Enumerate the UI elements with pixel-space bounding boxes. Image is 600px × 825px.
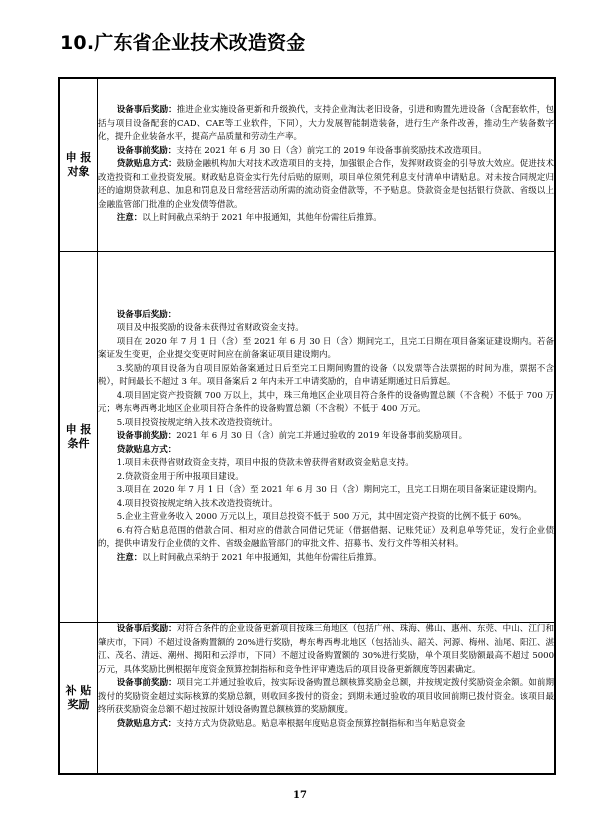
paragraph-text: 对符合条件的企业设备更新项目按珠三角地区（包括广州、珠海、佛山、惠州、东莞、中山、江门和肇庆市，下同）不超过设备购置额的 20%进行奖励，粤东粤西粤北地区（包括汕头、韶关、河源、梅州、汕尾、阳江、湛江、茂名、清远、潮州、揭阳和云浮市，下同）不超过设备购置额的 30%进行奖励，单个项目奖励额最高不超过 5000 万元，具体奖励比例根据年度资金预算控制指标和竞争性评审遴选后的项目设备更新额度等因素确定。 — [98, 624, 554, 675]
section-heading: 贷款贴息方式： — [116, 159, 177, 170]
section-heading-text: 设备事后奖励： — [116, 309, 177, 320]
note-text: 以上时间截点采纳于 2021 年申报通知，其他年份需往后推算。 — [142, 213, 382, 224]
row-label-line: 申 报 — [65, 151, 92, 164]
subsidy-content — [98, 623, 556, 775]
condition-item: 5.企业主营业务收入 2000 万元以上，项目总投资不低于 500 万元，其中固定资产投资的比例不低于 60%。 — [116, 512, 527, 523]
section-heading — [98, 309, 554, 323]
paragraph — [98, 430, 554, 444]
condition-item: 3.奖励的项目设备为自项目原始备案通过日后至完工日期间购置的设备（以发票等合法票据的时间为准，票据不含税），时间最长不超过 3 年。项目备案后 2 年内未开工申请奖励的，自申请延期通过日后算起。 — [98, 363, 554, 388]
row-label-apply-object — [59, 78, 98, 252]
row-subsidy — [59, 623, 555, 775]
condition-item: 3.项目在 2020 年 7 月 1 日（含）至 2021 年 6 月 30 日（含）期间完工，且完工日期在项目备案证建设期内。 — [116, 485, 543, 496]
section-heading: 设备事前奖励： — [116, 678, 177, 688]
fund-info-table — [58, 77, 556, 775]
paragraph-text: 2021 年 6 月 30 日（含）前完工并通过验收的 2019 年设备事前奖励项目。 — [176, 431, 468, 442]
paragraph-text: 推进企业实施设备更新和升级换代，支持企业淘汰老旧设备，引进和购置先进设备（含配套软件，包括与项目设备配套的CAD、CAE等工业软件，下同），大力发展智能制造装备，进行生产条件改善，推动生产装备数字化，提升企业装备水平，提高产品质量和劳动生产率。 — [98, 105, 554, 143]
condition-item: 2.贷款资金用于所申报项目建设。 — [116, 471, 244, 482]
row-label-line: 补 贴 — [65, 684, 92, 697]
section-heading: 设备事后奖励： — [116, 624, 177, 634]
row-label-subsidy — [59, 623, 98, 775]
page-number: 17 — [293, 790, 307, 801]
condition-item: 4.项目固定资产投资额 700 万以上，其中，珠三角地区企业项目符合条件的设备购置总额（不含税）不低于 700 万元；粤东粤西粤北地区企业项目符合条件的设备购置总额（不含税）不低于 400 万元。 — [98, 390, 554, 415]
note-heading: 注意： — [116, 213, 143, 224]
condition-item: 5.项目投资按规定纳入技术改造投资统计。 — [116, 417, 278, 428]
condition-item: 项目及申报奖励的设备未获得过省财政资金支持。 — [116, 323, 304, 334]
row-apply-object — [59, 78, 555, 252]
paragraph-text: 项目完工并通过验收后，按实际设备购置总额核算奖励金总额，并按规定拨付奖励资金余额。如前期拨付的奖励资金超过实际核算的奖励总额，则收回多拨付的资金；到期未通过验收的项目收回前期已拨付资金。该项目最终所获奖励资金总额不超过按原计划设备购置总额核算的奖励额度。 — [98, 678, 554, 715]
row-label-line: 对象 — [67, 165, 90, 178]
row-label-line: 奖励 — [67, 698, 90, 711]
paragraph — [98, 104, 554, 145]
paragraph — [98, 718, 554, 732]
note-heading: 注意： — [116, 552, 143, 563]
note-text: 以上时间截点采纳于 2021 年申报通知，其他年份需往后推算。 — [142, 552, 382, 563]
paragraph-text: 鼓励金融机构加大对技术改造项目的支持，加强银企合作，发挥财政资金的引导放大效应。促进技术改造投资和工业投资发展。财政贴息资金实行先付后贴的原则，项目单位须凭利息支付清单申请贴息。对未按合同规定归还的逾期贷款利息、加息和罚息及日常经营活动所需的流动资金借款等，不予贴息。贷款资金是包括银行贷款、省级以上金融监管部门批准的企业发债等借款。 — [98, 159, 554, 210]
condition-item: 6.有符合贴息范围的借款合同、相对应的借款合同借记凭证（借据借据、记账凭证）及利息单等凭证，发行企业债的，提供申请发行企业债的文件、省级金融监管部门的审批文件、招募书、发行文件等相关材料。 — [98, 525, 554, 550]
condition-item: 项目在 2020 年 7 月 1 日（含）至 2021 年 6 月 30 日（含）期间完工，且完工日期在项目备案证建设期内。若备案证发生变更，企业提交变更时间应在前备案证项目建设期内。 — [98, 336, 554, 361]
paragraph — [98, 145, 554, 159]
apply-object-content — [98, 78, 556, 252]
paragraph — [98, 158, 554, 212]
note — [98, 212, 554, 226]
paragraph-text: 支持方式为贷款贴息。贴息率根据年度贴息资金预算控制指标和当年贴息资金 — [176, 718, 466, 729]
row-label-line: 条件 — [67, 437, 90, 450]
condition-item: 4.项目投资按规定纳入技术改造投资统计。 — [116, 498, 278, 509]
row-label-line: 申 报 — [65, 423, 92, 436]
section-heading-text: 贷款贴息方式： — [116, 444, 177, 455]
section-heading: 贷款贴息方式： — [116, 718, 177, 729]
conditions-content — [98, 252, 556, 623]
section-heading — [98, 444, 554, 458]
row-conditions — [59, 252, 555, 623]
section-heading: 设备事前奖励： — [116, 145, 177, 156]
section-heading: 设备事后奖励： — [116, 105, 177, 116]
paragraph-text: 支持在 2021 年 6 月 30 日（含）前完工的 2019 年设备事前奖励技术改造项目。 — [176, 145, 487, 156]
row-label-conditions — [59, 252, 98, 623]
note — [98, 552, 554, 566]
paragraph — [98, 677, 554, 718]
condition-item: 1.项目未获得省财政资金支持，项目申报的贷款未曾获得省财政资金贴息支持。 — [116, 458, 414, 469]
page-title: 10.广东省企业技术改造资金 — [60, 32, 306, 54]
paragraph — [98, 623, 554, 677]
section-heading: 设备事前奖励： — [116, 431, 177, 442]
